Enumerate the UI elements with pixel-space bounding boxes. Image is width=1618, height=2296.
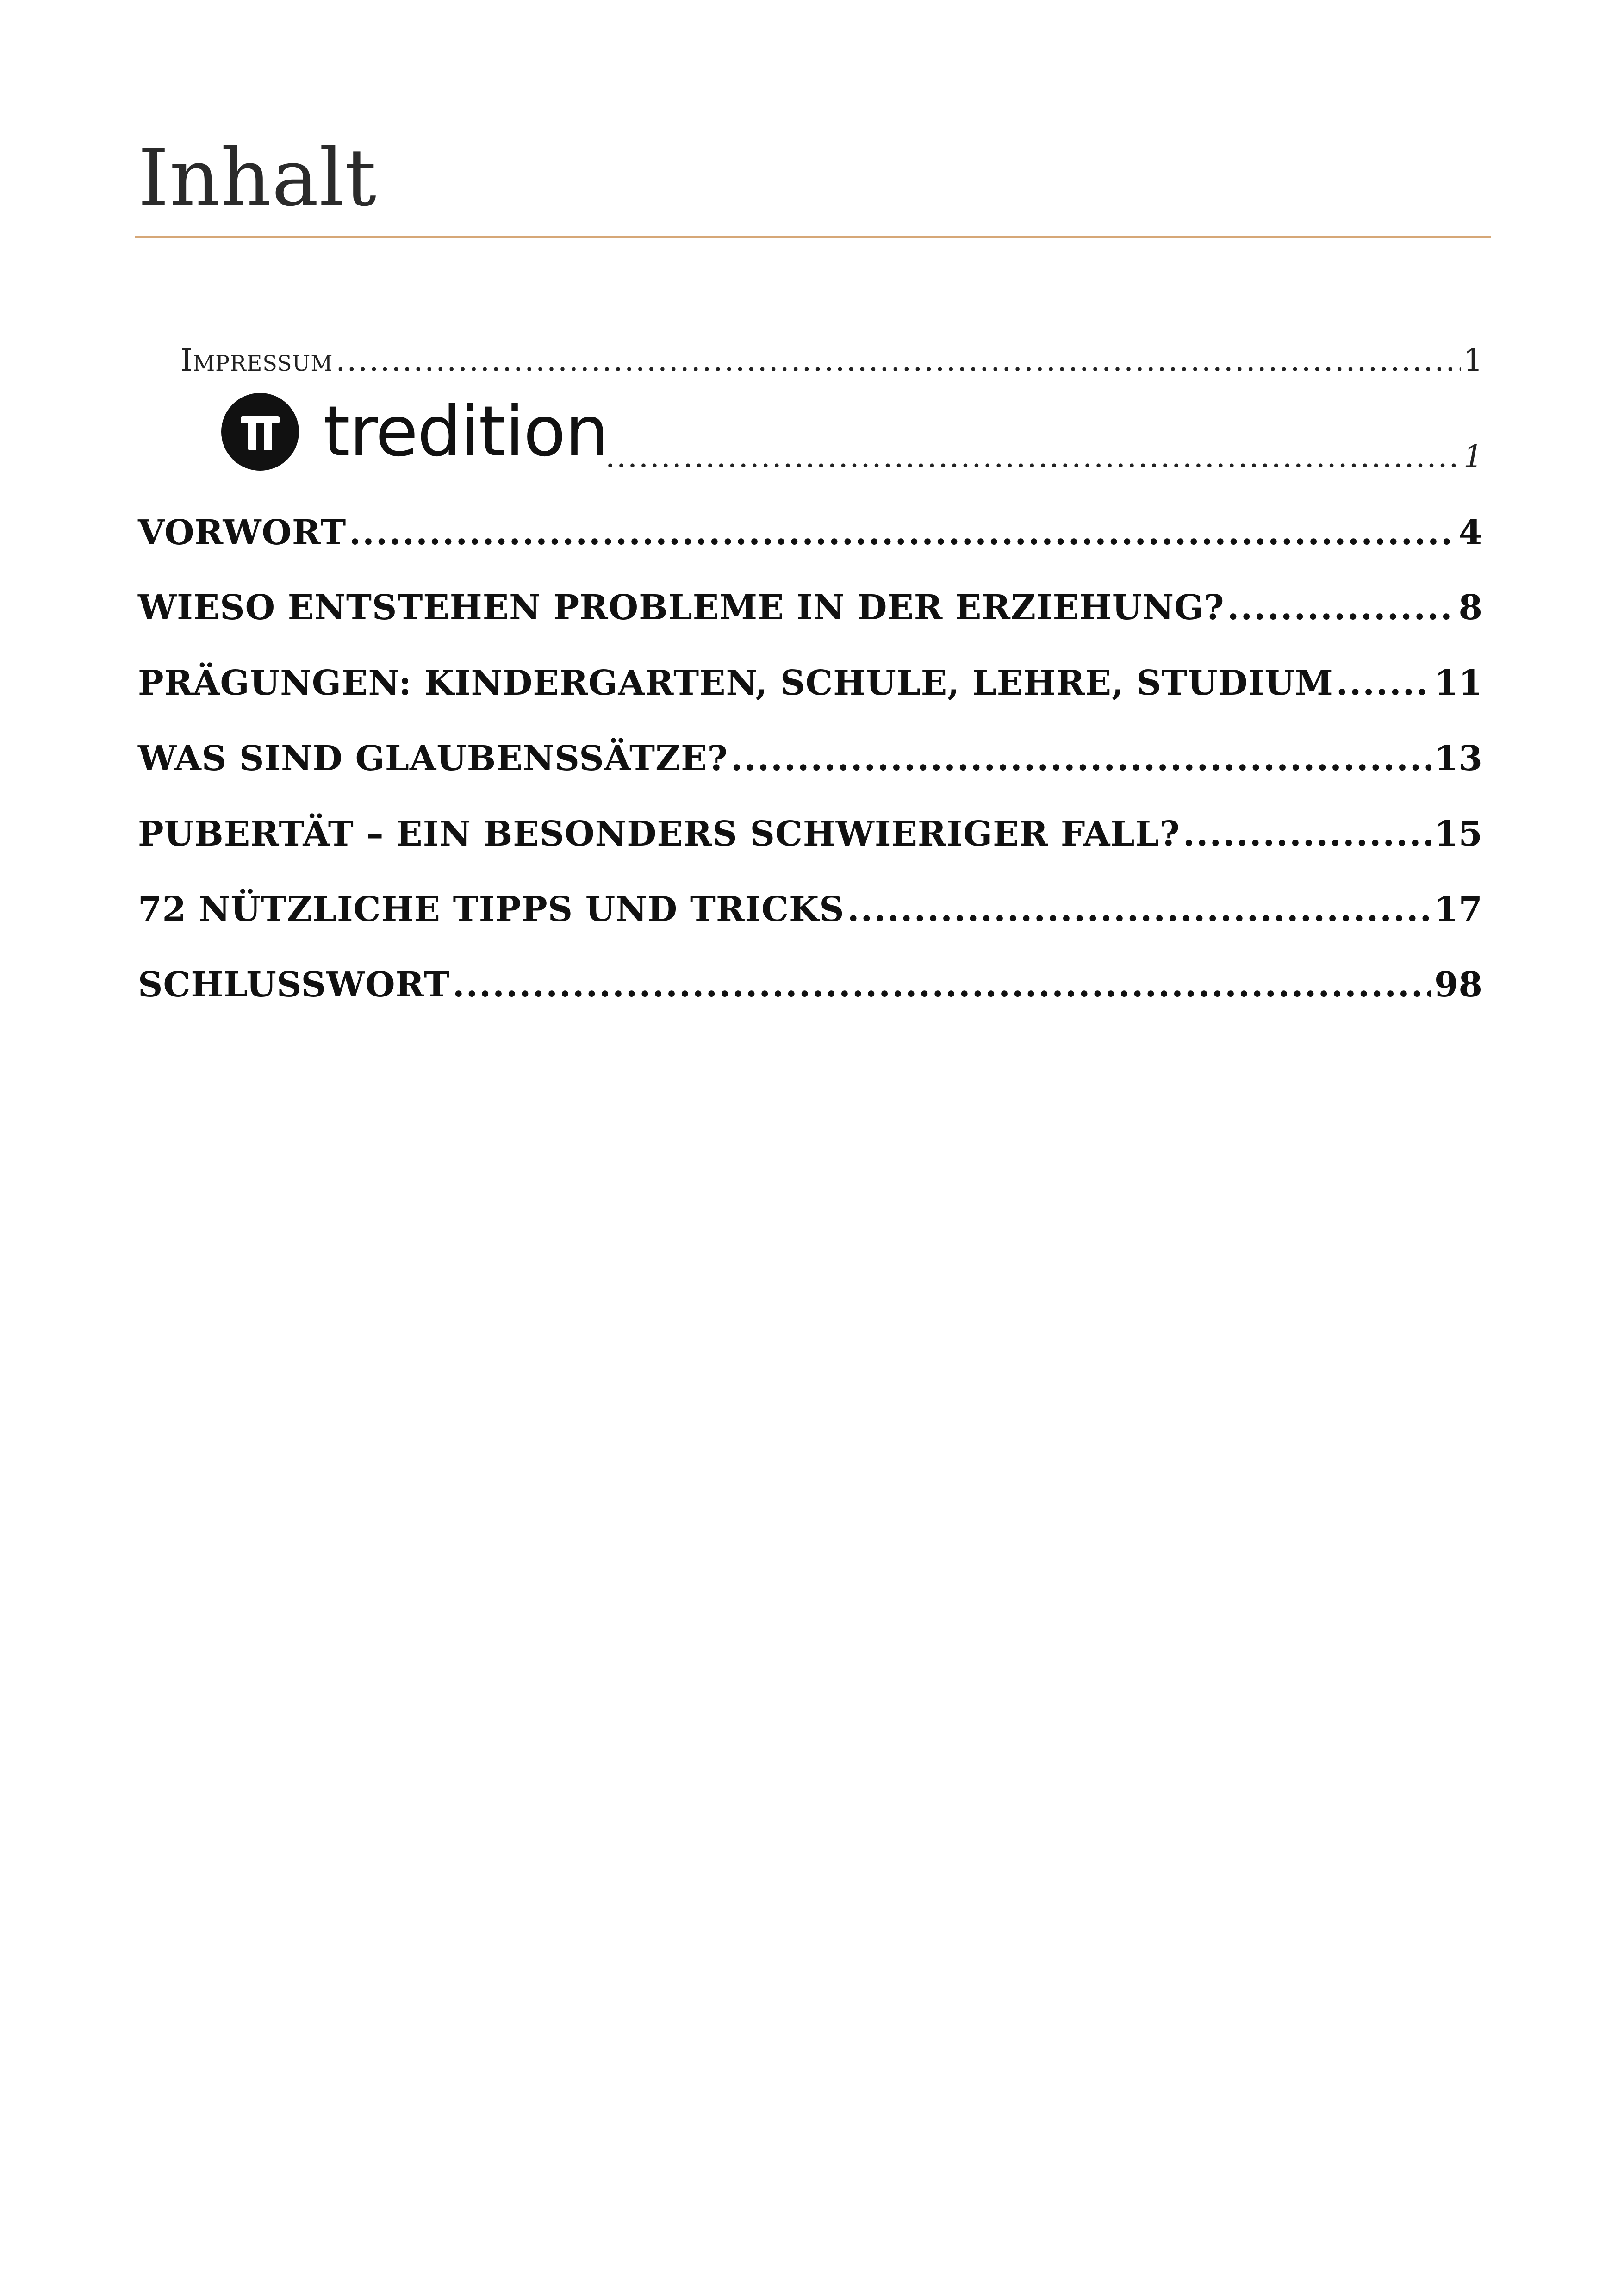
dot-leader (1183, 814, 1431, 854)
toc-entry-label: Impressum (180, 342, 333, 378)
dot-leader (453, 965, 1431, 1005)
dot-leader (1336, 663, 1431, 703)
tredition-logo (221, 392, 608, 471)
toc-entry-glaubenssaetze[interactable] (138, 739, 1483, 778)
dot-leader (349, 513, 1456, 553)
toc-entry-tipps[interactable] (138, 890, 1483, 929)
toc-entry-label: 72 NÜTZLICHE TIPPS UND TRICKS (138, 890, 845, 929)
dot-leader (336, 342, 1461, 378)
toc-entry-page: 98 (1434, 965, 1483, 1005)
toc-entry-page: 8 (1458, 588, 1483, 628)
dot-leader (1227, 588, 1456, 628)
toc-entry-label: WIESO ENTSTEHEN PROBLEME IN DER ERZIEHUNG? (138, 588, 1225, 628)
tredition-logo-icon (221, 393, 299, 471)
toc-entry-logo[interactable] (221, 388, 1483, 480)
toc-entry-page: 13 (1434, 739, 1483, 778)
page-title: Inhalt (138, 132, 377, 224)
toc-entry-impressum[interactable] (180, 342, 1483, 378)
dot-leader (847, 890, 1431, 929)
toc-entry-vorwort[interactable] (138, 513, 1483, 553)
toc-entry-label: SCHLUSSWORT (138, 965, 450, 1005)
toc-entry-label: WAS SIND GLAUBENSSÄTZE? (138, 739, 728, 778)
toc-entry-page: 4 (1458, 513, 1483, 553)
dot-leader (605, 439, 1458, 474)
toc-entry-schlusswort[interactable] (138, 965, 1483, 1005)
dot-leader (731, 739, 1431, 778)
toc-entry-page: 1 (1463, 439, 1483, 474)
toc-entry-page: 17 (1434, 890, 1483, 929)
toc-entry-label: PUBERTÄT – EIN BESONDERS SCHWIERIGER FALL? (138, 814, 1180, 854)
title-underline (135, 236, 1491, 238)
toc-entry-wieso[interactable] (138, 588, 1483, 628)
toc-entry-page: 1 (1463, 342, 1483, 378)
toc-entry-page: 11 (1434, 663, 1483, 703)
toc-entry-label: VORWORT (138, 513, 347, 553)
toc-entry-praegungen[interactable] (138, 663, 1483, 703)
toc-entry-pubertaet[interactable] (138, 814, 1483, 854)
toc-entry-label: PRÄGUNGEN: KINDERGARTEN, SCHULE, LEHRE, STUDIUM (138, 663, 1333, 703)
logo-wordmark: tredition (323, 392, 608, 472)
toc-entry-page: 15 (1434, 814, 1483, 854)
